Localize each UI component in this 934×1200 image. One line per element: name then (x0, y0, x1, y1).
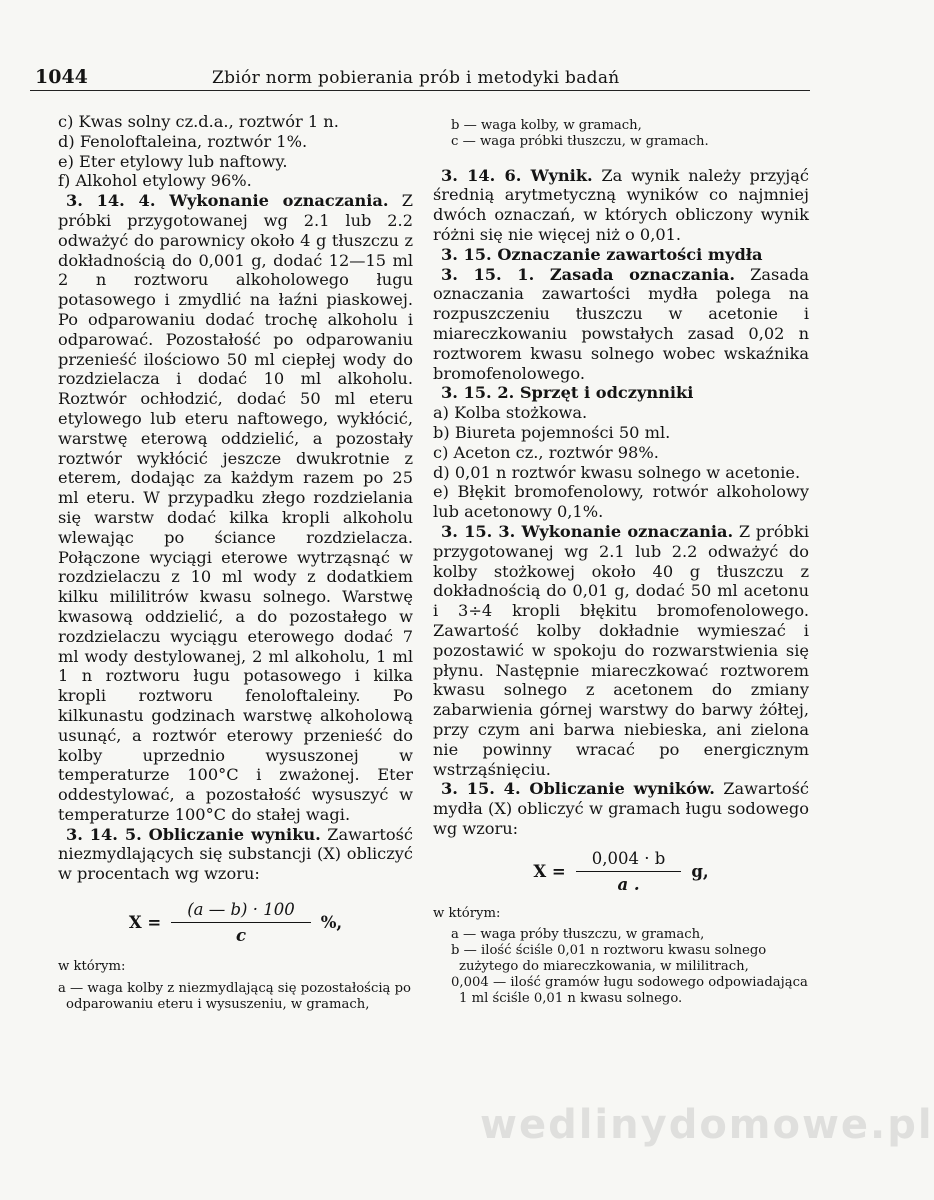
section-heading: 3. 15. 3. Wykonanie oznaczania. (441, 521, 734, 541)
section-body: Z próbki przygotowanej wg 2.1 lub 2.2 odważyć do parownicy około 4 g tłuszczu z dokładnością do 0,001 g, dodać 12—15 ml 2 n roztworu alkoholowego ługu potasowego i zmydlić na łaźni piaskowej. Po odparowaniu dodać trochę alkoholu i odparować. Pozostałość po odparowaniu przenieść ilościowo 50 ml ciepłej wody do rozdzielacza i dodać 10 ml alkoholu. Roztwór ochłodzić, dodać 50 ml eteru etylowego lub eteru naftowego, wykłócić, warstwę eterową oddzielić, a pozostały roztwór wykłócić jeszcze dwukrotnie z eterem, dodając za każdym razem po 25 ml eteru. W przypadku złego rozdzielania się warstw dodać kilka kropli alkoholu wlewając po ściance rozdzielacza. Połączone wyciągi eterowe wytrząsnąć w rozdzielaczu z 10 ml wody z dodatkiem kilku mililitrów kwasu solnego. Warstwę kwasową oddzielić, a do pozostałego w rozdzielaczu wyciągu eterowego dodać 7 ml wody destylowanej, 2 ml alkoholu, 1 ml 1 n roztworu ługu potasowego i kilka kropli roztworu fenoloftaleiny. Po kilkunastu godzinach warstwę alkoholową usunąć, a roztwór eterowy przenieść do kolby uprzednio wysuszonej w temperaturze 100°C i zważonej. Eter oddestylować, a pozostałość wysuszyć w temperaturze 100°C do stałej wagi. (58, 191, 413, 824)
formula-fraction (576, 849, 682, 894)
formula-lhs: X = (128, 913, 162, 933)
section-3-15-4 (433, 779, 809, 838)
formula-soap (433, 849, 809, 894)
section-3-14-6 (433, 166, 809, 245)
legend-item: c — waga próbki tłuszczu, w gramach. (451, 133, 709, 149)
formula-numerator: 0,004 · b (576, 849, 682, 872)
formula-numerator: (a — b) · 100 (171, 900, 311, 923)
section-heading: 3. 14. 4. Wykonanie oznaczania. (66, 191, 389, 211)
section-body: Za wynik należy przyjąć średnią arytmetyczną wyników co najmniej dwóch oznaczań, w których obliczony wynik różni się nie więcej niż o 0,01. (433, 165, 809, 244)
legend-item: a — waga kolby z niezmydlającą się pozostałością po odparowaniu eteru i wysuszeniu, w gramach, (58, 980, 411, 1012)
section-3-15-2-heading: 3. 15. 2. Sprzęt i odczynniki (441, 383, 694, 403)
equipment-item-b: b) Biureta pojemności 50 ml. (433, 422, 671, 442)
reagent-item-d: d) Fenoloftaleina, roztwór 1%. (58, 131, 308, 151)
section-3-15-3 (433, 522, 809, 779)
formula-unit: %, (320, 913, 343, 933)
equipment-item-d: d) 0,01 n roztwór kwasu solnego w acetonie. (433, 462, 801, 482)
section-heading: 3. 14. 6. Wynik. (441, 165, 593, 185)
legend-item: a — waga próby tłuszczu, w gramach, (451, 927, 705, 943)
section-3-15-1 (433, 265, 809, 384)
left-column (58, 112, 413, 1012)
formula-denominator: a . (617, 874, 640, 894)
formula-fraction (171, 900, 311, 945)
section-3-14-4 (58, 191, 413, 825)
section-heading: 3. 14. 5. Obliczanie wyniku. (66, 824, 321, 844)
section-body: Zawartość mydła (X) obliczyć w gramach ługu sodowego wg wzoru: (433, 779, 809, 838)
section-heading: 3. 15. 1. Zasada oznaczania. (441, 264, 735, 284)
section-3-14-5 (58, 825, 413, 884)
page-number: 1044 (35, 66, 88, 88)
page-header (30, 64, 810, 91)
legend-item: b — waga kolby, w gramach, (451, 118, 642, 133)
formula-unit: g, (691, 861, 709, 881)
section-body: Zawartość niezmydlających się substancji (X) obliczyć w procentach wg wzoru: (58, 824, 413, 884)
section-heading: 3. 15. 4. Obliczanie wyników. (441, 779, 715, 799)
equipment-item-c: c) Aceton cz., roztwór 98%. (433, 442, 659, 462)
reagent-item-e: e) Eter etylowy lub naftowy. (58, 151, 288, 171)
where-label: w którym: (433, 905, 501, 921)
watermark: wedlinydomowe.pl (480, 1102, 934, 1148)
equipment-item-e: e) Błękit bromofenolowy, rotwór alkoholowy lub acetonowy 0,1%. (433, 482, 809, 522)
legend-item: b — ilość ściśle 0,01 n roztworu kwasu solnego zużytego do miareczkowania, w mililitrach, (451, 943, 767, 975)
running-title: Zbiór norm pobierania prób i metodyki badań (212, 68, 620, 88)
reagent-item-f: f) Alkohol etylowy 96%. (58, 171, 252, 191)
formula-denominator: c (235, 926, 246, 946)
where-label: w którym: (58, 959, 126, 975)
section-body: Z próbki przygotowanej wg 2.1 lub 2.2 odważyć do kolby stożkowej około 40 g tłuszczu z dokładnością do 0,01 g, dodać 50 ml acetonu i 3÷4 kropli błękitu bromofenolowego. Zawartość kolby dokładnie wymieszać i pozostawić w spokoju do rozwarstwienia się płynu. Następnie miareczkować roztworem kwasu solnego z acetonem do zmiany zabarwienia górnej warstwy do barwy żółtej, przy czym ani barwa niebieska, ani zielona nie powinny wracać po energicznym wstrząśnięciu. (433, 521, 809, 779)
section-body: Zasada oznaczania zawartości mydła polega na rozpuszczeniu tłuszczu w acetonie i miareczkowaniu powstałych zasad 0,02 n roztworem kwasu solnego wobec wskaźnika bromofenolowego. (433, 264, 809, 383)
equipment-item-a: a) Kolba stożkowa. (433, 403, 588, 423)
formula-unsaponifiable (58, 900, 413, 945)
reagent-item-c: c) Kwas solny cz.d.a., roztwór 1 n. (58, 112, 339, 131)
right-column (433, 118, 809, 1006)
formula-lhs: X = (533, 861, 566, 881)
section-3-15-heading: 3. 15. Oznaczanie zawartości mydła (441, 244, 763, 264)
legend-item: 0,004 — ilość gramów ługu sodowego odpowiadająca 1 ml ściśle 0,01 n kwasu solnego. (451, 974, 808, 1006)
